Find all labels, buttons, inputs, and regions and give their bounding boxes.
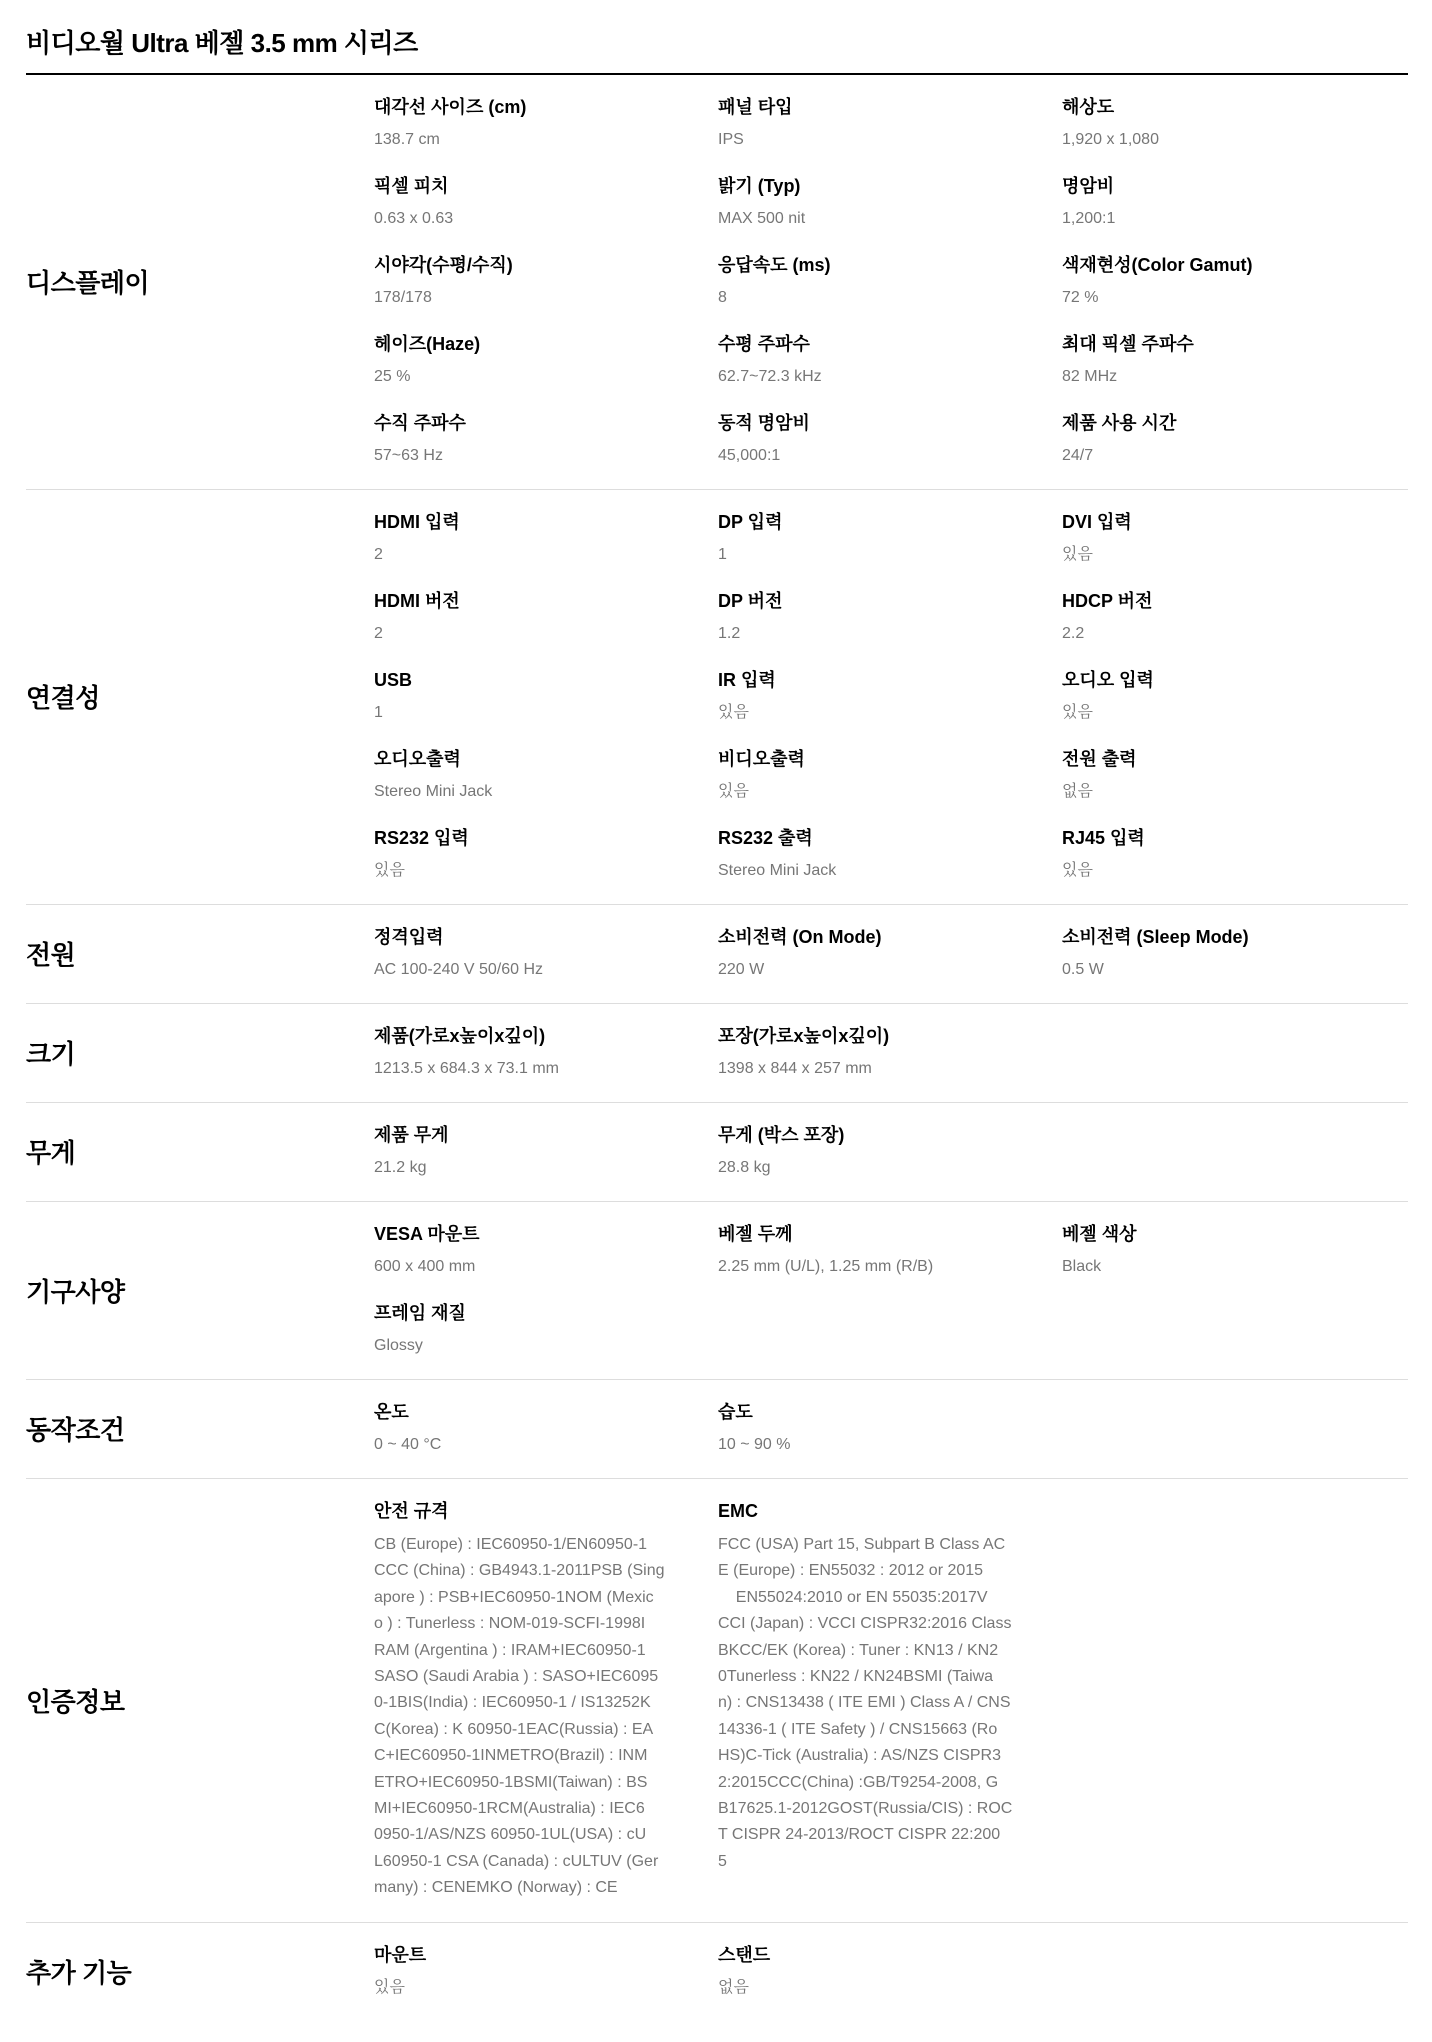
- spec-label: 스탠드: [718, 1945, 771, 1966]
- spec-item: [1062, 510, 1406, 567]
- spec-value: 2: [374, 546, 383, 563]
- spec-item: [1062, 174, 1406, 231]
- spec-label: HDMI 버전: [374, 591, 460, 611]
- spec-label: 해상도: [1062, 97, 1115, 117]
- spec-label: VESA 마운트: [374, 1224, 480, 1244]
- spec-label: 안전 규격: [374, 1501, 449, 1521]
- spec-value: 1: [718, 546, 727, 563]
- spec-item: [1062, 332, 1406, 389]
- spec-label: 제품(가로x높이x깊이): [374, 1026, 546, 1046]
- spec-item: [374, 253, 718, 310]
- spec-item: [374, 747, 718, 804]
- page-title: 비디오월 Ultra 베젤 3.5 mm 시리즈: [26, 0, 1408, 75]
- spec-value: 21.2 kg: [374, 1159, 427, 1176]
- spec-value: 0.5 W: [1062, 961, 1104, 978]
- spec-value: 82 MHz: [1062, 368, 1118, 385]
- section-title-text: 인증정보: [26, 1686, 125, 1717]
- spec-value: IPS: [718, 131, 744, 148]
- spec-value-multiline: [374, 1532, 718, 1901]
- spec-value: 없음: [1062, 783, 1093, 800]
- spec-grid: [374, 1123, 1406, 1180]
- spec-value: 220 W: [718, 961, 765, 978]
- spec-value: 있음: [718, 783, 749, 800]
- spec-item: [718, 1499, 1062, 1875]
- spec-label: 최대 픽셀 주파수: [1062, 334, 1194, 354]
- spec-label: 제품 무게: [374, 1125, 449, 1145]
- spec-value: 2: [374, 625, 383, 642]
- spec-value: Stereo Mini Jack: [718, 862, 837, 879]
- spec-value: 1.2: [718, 625, 741, 642]
- spec-value-line: CB (Europe) : IEC60950-1/EN60950-1: [374, 1536, 648, 1553]
- spec-value: 25 %: [374, 368, 411, 385]
- spec-item: [374, 95, 718, 152]
- section-weight: [26, 1103, 1408, 1202]
- spec-label: RJ45 입력: [1062, 828, 1145, 848]
- spec-item: [1062, 253, 1406, 310]
- spec-value: 있음: [1062, 704, 1093, 721]
- section-mechanical: [26, 1202, 1408, 1380]
- spec-item: [374, 1499, 718, 1901]
- spec-item: [1062, 925, 1406, 982]
- spec-value-line: 0Tunerless : KN22 / KN24BSMI (Taiwa: [718, 1667, 994, 1685]
- spec-item: [1062, 826, 1406, 883]
- spec-label: 마운트: [374, 1945, 427, 1966]
- spec-label: 시야각(수평/수직): [374, 255, 513, 275]
- spec-item: [718, 95, 1062, 152]
- spec-value: 57~63 Hz: [374, 447, 443, 464]
- section-title: [26, 1943, 374, 2000]
- spec-value: AC 100-240 V 50/60 Hz: [374, 961, 543, 978]
- spec-item: [1062, 95, 1406, 152]
- spec-value-line: B17625.1-2012GOST(Russia/CIS) : ROC: [718, 1799, 1013, 1817]
- spec-label: 색재현성(Color Gamut): [1062, 255, 1253, 275]
- spec-item: [718, 253, 1062, 310]
- spec-item: [374, 1024, 718, 1081]
- spec-value-line: 0-1BIS(India) : IEC60950-1 / IS13252K: [374, 1694, 651, 1712]
- spec-value: 1398 x 844 x 257 mm: [718, 1060, 872, 1077]
- spec-value: 0.63 x 0.63: [374, 210, 454, 227]
- spec-label: 프레임 재질: [374, 1303, 466, 1323]
- spec-value-line: FCC (USA) Part 15, Subpart B Class AC: [718, 1536, 1006, 1553]
- spec-item: [718, 1123, 1062, 1180]
- section-title-text: 기구사양: [26, 1276, 125, 1307]
- section-title-text: 전원: [26, 940, 76, 970]
- spec-label: 베젤 색상: [1062, 1224, 1137, 1244]
- section-power: [26, 905, 1408, 1004]
- spec-item: [374, 1400, 718, 1457]
- spec-label: 명암비: [1062, 176, 1115, 196]
- spec-item: [718, 668, 1062, 725]
- spec-value: 없음: [718, 1979, 749, 1997]
- spec-label: 습도: [718, 1402, 753, 1422]
- spec-value: 45,000:1: [718, 447, 781, 464]
- spec-item: [718, 510, 1062, 567]
- spec-value-line: L60950-1 CSA (Canada) : cULTUV (Ger: [374, 1852, 659, 1870]
- spec-item: [718, 589, 1062, 646]
- spec-item: [374, 510, 718, 567]
- spec-value-line: o ) : Tunerless : NOM-019-SCFI-1998I: [374, 1615, 646, 1633]
- section-size: [26, 1004, 1408, 1103]
- spec-grid: [374, 1943, 1406, 2000]
- spec-label: IR 입력: [718, 670, 776, 690]
- spec-item: [374, 589, 718, 646]
- spec-label: RS232 입력: [374, 828, 469, 848]
- spec-grid: [374, 510, 1406, 883]
- section-title-text: 추가 기능: [26, 1958, 132, 1989]
- spec-label: 소비전력 (Sleep Mode): [1062, 927, 1249, 947]
- spec-label: 수직 주파수: [374, 413, 466, 433]
- spec-grid: [374, 925, 1406, 982]
- spec-value: 0 ~ 40 °C: [374, 1436, 442, 1453]
- section-title: [26, 510, 374, 883]
- spec-label: 밝기 (Typ): [718, 176, 801, 196]
- spec-item: [718, 332, 1062, 389]
- section-title: [26, 1400, 374, 1457]
- spec-value: 있음: [1062, 546, 1093, 563]
- spec-value: 1,920 x 1,080: [1062, 131, 1159, 148]
- spec-item: [374, 1123, 718, 1180]
- section-connectivity: [26, 490, 1408, 905]
- spec-value: 1: [374, 704, 383, 721]
- spec-item: [374, 668, 718, 725]
- spec-value: 1213.5 x 684.3 x 73.1 mm: [374, 1060, 559, 1077]
- spec-label: HDMI 입력: [374, 512, 460, 532]
- spec-value-line: T CISPR 24-2013/ROCT CISPR 22:200: [718, 1826, 1001, 1844]
- spec-label: 응답속도 (ms): [718, 255, 831, 275]
- spec-grid: [374, 1222, 1406, 1358]
- spec-item: [718, 1024, 1062, 1081]
- spec-value: Stereo Mini Jack: [374, 783, 493, 800]
- section-title: [26, 1499, 374, 1901]
- section-title-text: 무게: [26, 1138, 76, 1168]
- spec-item: [718, 1400, 1062, 1457]
- section-title: [26, 925, 374, 982]
- spec-label: 포장(가로x높이x깊이): [718, 1026, 890, 1046]
- spec-item: [374, 1222, 718, 1279]
- spec-label: 온도: [374, 1402, 409, 1422]
- spec-item: [718, 1222, 1062, 1279]
- spec-label: 소비전력 (On Mode): [718, 927, 882, 947]
- spec-value-line: EN55024:2010 or EN 55035:2017V: [718, 1588, 988, 1606]
- spec-item: [718, 747, 1062, 804]
- spec-value: Glossy: [374, 1337, 423, 1354]
- spec-item: [1062, 747, 1406, 804]
- spec-value-line: 14336-1 ( ITE Safety ) / CNS15663 (Ro: [718, 1720, 998, 1738]
- spec-value-line: SASO (Saudi Arabia ) : SASO+IEC6095: [374, 1667, 659, 1685]
- spec-value-line: 2:2015CCC(China) :GB/T9254-2008, G: [718, 1773, 999, 1791]
- spec-label: HDCP 버전: [1062, 591, 1153, 611]
- spec-grid: [374, 1400, 1406, 1457]
- spec-label: 전원 출력: [1062, 749, 1137, 769]
- spec-label: 베젤 두께: [718, 1224, 793, 1244]
- spec-value: 138.7 cm: [374, 131, 440, 148]
- spec-value: 28.8 kg: [718, 1159, 771, 1176]
- spec-item: [718, 925, 1062, 982]
- spec-value: 10 ~ 90 %: [718, 1436, 791, 1453]
- spec-value: 62.7~72.3 kHz: [718, 368, 822, 385]
- spec-label: 비디오출력: [718, 749, 805, 769]
- spec-value-line: CCI (Japan) : VCCI CISPR32:2016 Class: [718, 1615, 1012, 1633]
- spec-value: 8: [718, 289, 727, 306]
- spec-value-line: C(Korea) : K 60950-1EAC(Russia) : EA: [374, 1720, 654, 1738]
- spec-value: Black: [1062, 1258, 1102, 1275]
- spec-grid: [374, 95, 1406, 468]
- spec-label: 대각선 사이즈 (cm): [374, 97, 527, 117]
- spec-label: DVI 입력: [1062, 512, 1132, 532]
- spec-value: 600 x 400 mm: [374, 1258, 476, 1275]
- spec-value-line: C+IEC60950-1INMETRO(Brazil) : INM: [374, 1747, 648, 1765]
- spec-value: 72 %: [1062, 289, 1099, 306]
- spec-label: DP 버전: [718, 591, 783, 611]
- section-title-text: 동작조건: [26, 1415, 125, 1445]
- spec-value-line: RAM (Argentina ) : IRAM+IEC60950-1: [374, 1641, 646, 1659]
- spec-label: 동적 명암비: [718, 413, 810, 433]
- spec-value-line: BKCC/EK (Korea) : Tuner : KN13 / KN2: [718, 1641, 999, 1659]
- spec-value-line: ETRO+IEC60950-1BSMI(Taiwan) : BS: [374, 1773, 648, 1791]
- spec-item: [718, 1943, 1062, 2000]
- spec-label: 헤이즈(Haze): [374, 334, 481, 354]
- spec-label: 오디오 입력: [1062, 670, 1154, 690]
- spec-item: [374, 925, 718, 982]
- spec-item: [374, 332, 718, 389]
- spec-value-line: apore ) : PSB+IEC60950-1NOM (Mexic: [374, 1588, 654, 1606]
- spec-label: USB: [374, 670, 413, 690]
- spec-value: 있음: [374, 862, 405, 879]
- spec-label: 수평 주파수: [718, 334, 810, 354]
- spec-value-line: 5: [718, 1852, 727, 1870]
- section-title: [26, 1222, 374, 1358]
- spec-value-line: E (Europe) : EN55032 : 2012 or 2015: [718, 1562, 984, 1580]
- spec-value-line: n) : CNS13438 ( ITE EMI ) Class A / CNS: [718, 1694, 1011, 1712]
- spec-item: [374, 174, 718, 231]
- spec-value-line: many) : CENEMKO (Norway) : CE: [374, 1879, 618, 1897]
- spec-grid: [374, 1499, 1406, 1901]
- spec-value-line: CCC (China) : GB4943.1-2011PSB (Sing: [374, 1562, 665, 1580]
- spec-item: [1062, 589, 1406, 646]
- spec-item: [1062, 1222, 1406, 1279]
- section-title: [26, 1123, 374, 1180]
- spec-value: 2.2: [1062, 625, 1085, 642]
- spec-item: [1062, 411, 1406, 468]
- section-display: [26, 75, 1408, 490]
- section-title-text: 디스플레이: [26, 268, 150, 298]
- spec-item: [718, 174, 1062, 231]
- spec-grid: [374, 1024, 1406, 1081]
- spec-item: [374, 1943, 718, 2000]
- spec-item: [718, 411, 1062, 468]
- spec-label: DP 입력: [718, 512, 783, 532]
- spec-label: 픽셀 피치: [374, 176, 449, 196]
- spec-value: 있음: [374, 1979, 405, 1997]
- spec-value: 1,200:1: [1062, 210, 1116, 227]
- spec-item: [374, 411, 718, 468]
- section-title: [26, 1024, 374, 1081]
- section-title-text: 연결성: [26, 683, 100, 713]
- spec-item: [374, 826, 718, 883]
- spec-label: 제품 사용 시간: [1062, 413, 1177, 433]
- spec-label: 무게 (박스 포장): [718, 1125, 845, 1145]
- spec-label: 정격입력: [374, 927, 444, 947]
- spec-label: EMC: [718, 1501, 758, 1521]
- section-operating-conditions: [26, 1380, 1408, 1479]
- spec-item: [1062, 668, 1406, 725]
- section-title: [26, 95, 374, 468]
- spec-value-line: HS)C-Tick (Australia) : AS/NZS CISPR3: [718, 1747, 1002, 1765]
- spec-value-multiline: [718, 1532, 1062, 1875]
- spec-label: 오디오출력: [374, 749, 461, 769]
- section-additional-features: [26, 1923, 1408, 2021]
- spec-value: 24/7: [1062, 447, 1094, 464]
- spec-value-line: 0950-1/AS/NZS 60950-1UL(USA) : cU: [374, 1826, 647, 1844]
- spec-value: 2.25 mm (U/L), 1.25 mm (R/B): [718, 1258, 934, 1275]
- section-title-text: 크기: [26, 1039, 76, 1069]
- spec-value: MAX 500 nit: [718, 210, 806, 227]
- section-certification: [26, 1479, 1408, 1923]
- spec-value: 있음: [1062, 862, 1093, 879]
- spec-item: [718, 826, 1062, 883]
- spec-value: 178/178: [374, 289, 432, 306]
- spec-label: RS232 출력: [718, 828, 813, 848]
- spec-item: [374, 1301, 718, 1358]
- spec-value: 있음: [718, 704, 749, 721]
- spec-label: 패널 타입: [718, 97, 793, 117]
- spec-value-line: MI+IEC60950-1RCM(Australia) : IEC6: [374, 1799, 645, 1817]
